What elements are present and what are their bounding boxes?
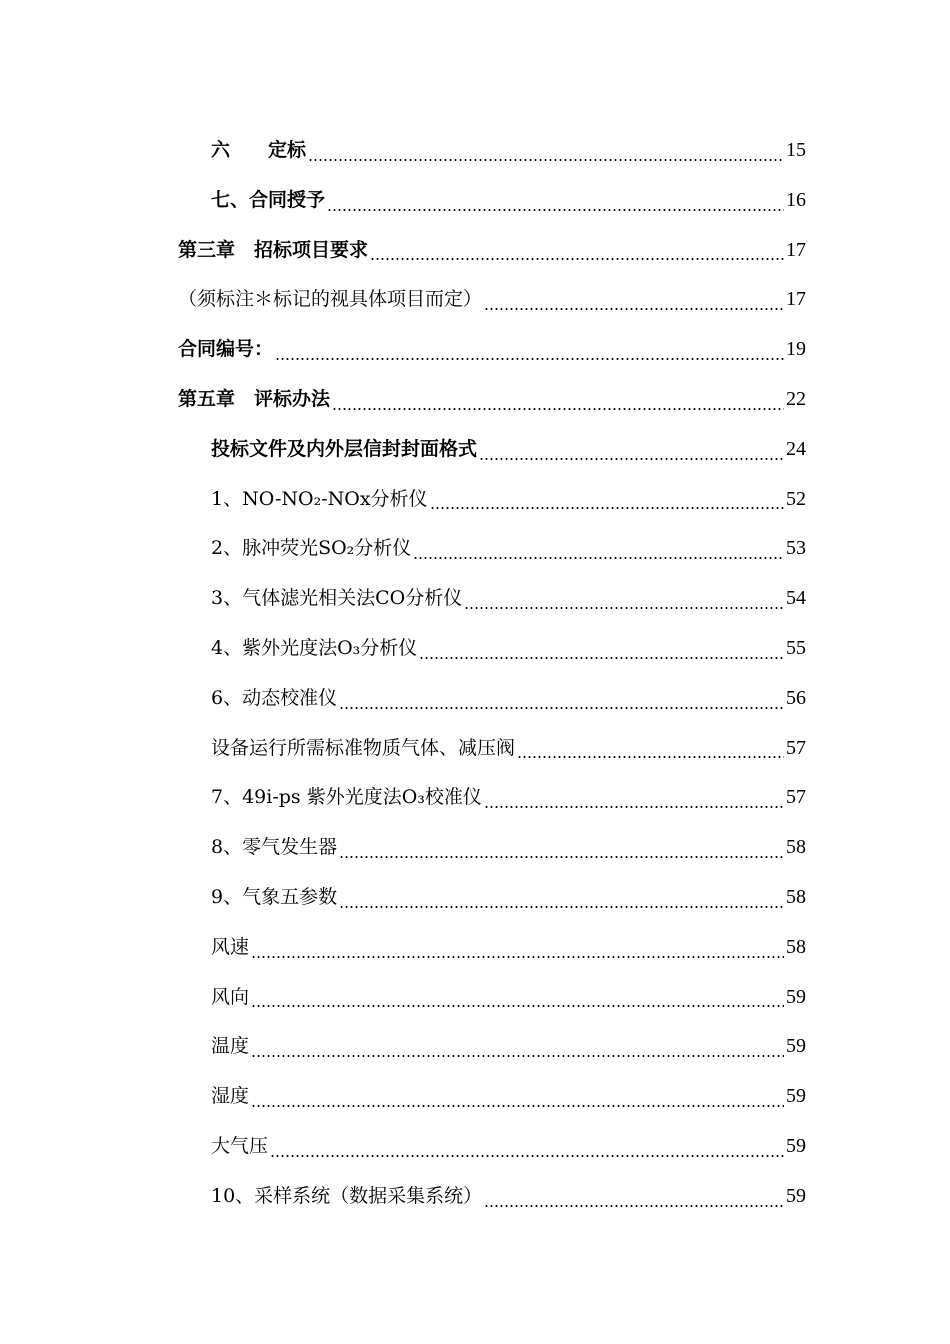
toc-entry[interactable]: [211, 1072, 806, 1122]
toc-dot-leader: [479, 458, 784, 460]
toc-entry-title: 2、脉冲荧光SO₂分析仪: [211, 537, 412, 560]
toc-dot-leader: [308, 159, 784, 161]
toc-dot-leader: [275, 358, 784, 360]
toc-entry-title: （须标注＊标记的视具体项目而定）: [178, 288, 483, 311]
toc-entry[interactable]: [178, 375, 806, 425]
toc-entry-title: 9、气象五参数: [211, 885, 338, 908]
toc-entry[interactable]: [211, 524, 806, 574]
toc-entry-title: 1、NO-NO₂-NOx分析仪: [211, 487, 428, 510]
toc-page-number: 59: [786, 1035, 806, 1058]
toc-entry-title: 设备运行所需标准物质气体、减压阀: [211, 736, 516, 759]
toc-entry-title: 7、49i-ps 紫外光度法O₃校准仪: [211, 786, 482, 809]
toc-page-number: 58: [786, 836, 806, 859]
toc-page-number: 57: [786, 736, 806, 759]
toc-dot-leader: [270, 1155, 784, 1157]
toc-dot-leader: [484, 1205, 784, 1207]
toc-entry[interactable]: [211, 773, 806, 823]
toc-entry-title: 大气压: [211, 1134, 269, 1157]
toc-page-number: 17: [786, 288, 806, 311]
toc-entry-title: 6、动态校准仪: [211, 686, 338, 709]
toc-page-number: 54: [786, 587, 806, 610]
toc-dot-leader: [251, 1105, 784, 1107]
toc-entry-title: 七、合同授予: [211, 188, 326, 211]
toc-entry[interactable]: [211, 923, 806, 973]
toc-entry-title: 8、零气发生器: [211, 836, 338, 859]
toc-dot-leader: [339, 856, 784, 858]
toc-page-number: 58: [786, 885, 806, 908]
toc-entry-title: 4、紫外光度法O₃分析仪: [211, 636, 418, 659]
toc-page-number: 56: [786, 686, 806, 709]
toc-entry-title: 3、气体滤光相关法CO分析仪: [211, 587, 463, 610]
toc-page-number: 15: [786, 139, 806, 161]
toc-dot-leader: [430, 507, 784, 509]
toc-page-number: 58: [786, 935, 806, 958]
toc-dot-leader: [339, 906, 784, 908]
toc-dot-leader: [419, 657, 784, 659]
toc-dot-leader: [339, 707, 784, 709]
toc-dot-leader: [251, 956, 784, 958]
table-of-contents: [0, 126, 950, 1222]
toc-entry-title: 第五章 评标办法: [178, 387, 331, 410]
toc-dot-leader: [327, 209, 784, 211]
toc-entry[interactable]: [211, 973, 806, 1023]
toc-entry-title: 投标文件及内外层信封封面格式: [211, 437, 478, 460]
toc-page-number: 59: [786, 1134, 806, 1157]
toc-entry-title: 第三章 招标项目要求: [178, 238, 369, 261]
toc-entry[interactable]: [211, 1172, 806, 1222]
toc-page-number: 59: [786, 1085, 806, 1108]
toc-entry-title: 合同编号：: [178, 338, 274, 361]
toc-entry[interactable]: [211, 1122, 806, 1172]
toc-page-number: 59: [786, 985, 806, 1008]
toc-entry[interactable]: [211, 823, 806, 873]
toc-page-number: 19: [786, 338, 806, 361]
toc-page-number: 52: [786, 487, 806, 510]
toc-dot-leader: [517, 756, 784, 758]
toc-page-number: 24: [786, 437, 806, 460]
toc-entry-title: 六 定标: [211, 139, 307, 161]
toc-entry[interactable]: [178, 325, 806, 375]
toc-page-number: 16: [786, 188, 806, 211]
toc-dot-leader: [332, 408, 784, 410]
toc-page-number: 55: [786, 636, 806, 659]
toc-entry[interactable]: [211, 475, 806, 525]
toc-entry[interactable]: [211, 624, 806, 674]
toc-entry[interactable]: [178, 226, 806, 276]
toc-entry-title: 温度: [211, 1035, 250, 1058]
toc-page-number: 59: [786, 1184, 806, 1207]
toc-dot-leader: [484, 806, 784, 808]
toc-entry[interactable]: [211, 574, 806, 624]
toc-entry[interactable]: [211, 1022, 806, 1072]
toc-entry-title: 风向: [211, 985, 250, 1008]
toc-dot-leader: [464, 607, 784, 609]
toc-entry[interactable]: [211, 425, 806, 475]
toc-dot-leader: [251, 1005, 784, 1007]
toc-entry[interactable]: [211, 724, 806, 774]
toc-page-number: 57: [786, 786, 806, 809]
toc-entry-title: 湿度: [211, 1085, 250, 1108]
toc-entry[interactable]: [211, 674, 806, 724]
toc-entry[interactable]: [211, 873, 806, 923]
toc-dot-leader: [251, 1055, 784, 1057]
toc-entry[interactable]: [211, 176, 806, 226]
toc-page-number: 22: [786, 387, 806, 410]
toc-entry-title: 风速: [211, 935, 250, 958]
toc-page-number: 53: [786, 537, 806, 560]
toc-entry-title: 10、采样系统（数据采集系统）: [211, 1184, 483, 1207]
toc-entry[interactable]: [211, 126, 806, 176]
toc-page-number: 17: [786, 238, 806, 261]
toc-dot-leader: [370, 258, 784, 260]
toc-dot-leader: [484, 308, 784, 310]
toc-dot-leader: [413, 557, 784, 559]
toc-entry[interactable]: [178, 275, 806, 325]
